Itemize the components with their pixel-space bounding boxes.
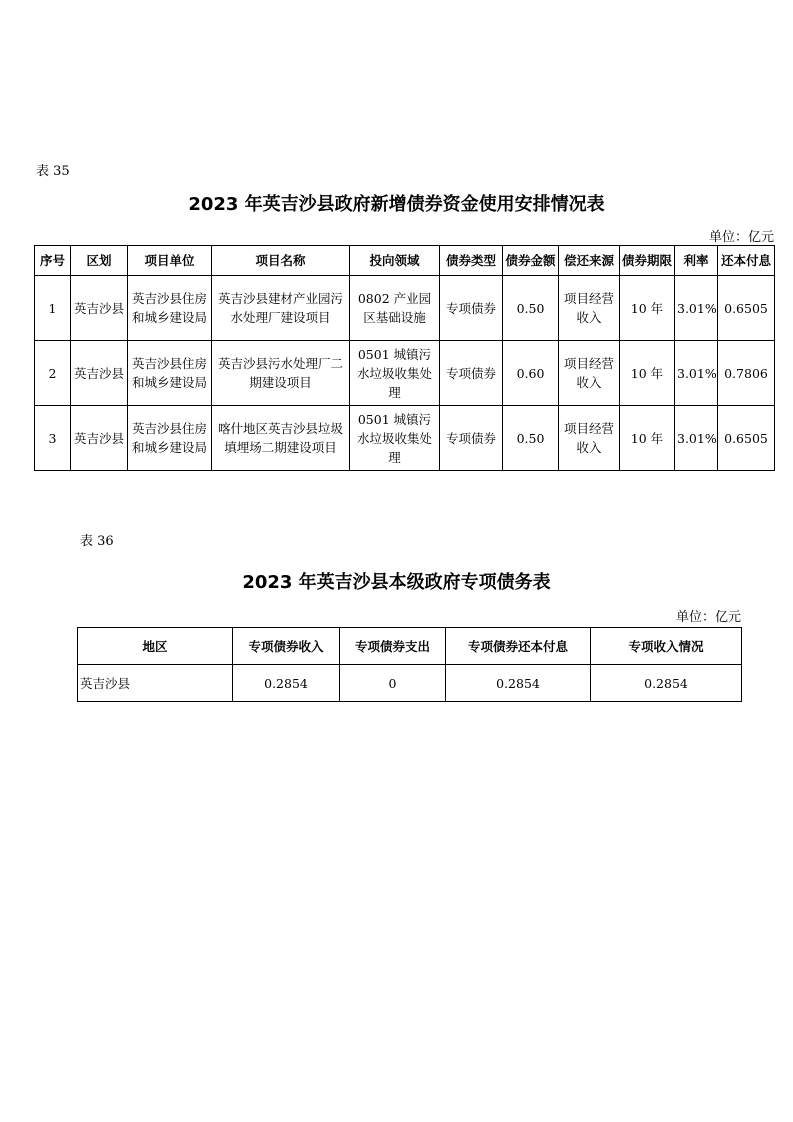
cell-type: 专项债券 <box>440 276 503 341</box>
col-header-income: 专项债券收入 <box>233 628 340 665</box>
cell-region: 英吉沙县 <box>71 406 128 471</box>
cell-project: 喀什地区英吉沙县垃圾填埋场二期建设项目 <box>212 406 350 471</box>
cell-region: 英吉沙县 <box>71 276 128 341</box>
col-header-unit: 项目单位 <box>128 246 212 276</box>
special-debt-table <box>77 627 742 702</box>
cell-income: 0.2854 <box>233 665 340 702</box>
cell-rate: 3.01% <box>675 406 718 471</box>
cell-field: 0501 城镇污水垃圾收集处理 <box>350 341 440 406</box>
table-row <box>35 406 775 471</box>
cell-region: 英吉沙县 <box>71 341 128 406</box>
cell-type: 专项债券 <box>440 341 503 406</box>
cell-source: 项目经营收入 <box>559 341 620 406</box>
col-header-revenue: 专项收入情况 <box>591 628 742 665</box>
cell-repay: 0.6505 <box>718 406 775 471</box>
col-header-expense: 专项债券支出 <box>340 628 446 665</box>
col-header-no: 序号 <box>35 246 71 276</box>
col-header-region: 区划 <box>71 246 128 276</box>
cell-field: 0501 城镇污水垃圾收集处理 <box>350 406 440 471</box>
col-header-type: 债券类型 <box>440 246 503 276</box>
col-header-repay: 还本付息 <box>718 246 775 276</box>
cell-amount: 0.50 <box>503 406 559 471</box>
col-header-repay: 专项债券还本付息 <box>446 628 591 665</box>
table-row <box>78 665 742 702</box>
table36-label: 表 36 <box>80 534 114 549</box>
cell-repay: 0.2854 <box>446 665 591 702</box>
table35-header-row <box>35 246 775 276</box>
cell-type: 专项债券 <box>440 406 503 471</box>
col-header-field: 投向领域 <box>350 246 440 276</box>
cell-repay: 0.6505 <box>718 276 775 341</box>
col-header-region: 地区 <box>78 628 233 665</box>
table-row <box>35 276 775 341</box>
cell-no: 3 <box>35 406 71 471</box>
cell-region: 英吉沙县 <box>78 665 233 702</box>
cell-project: 英吉沙县建材产业园污水处理厂建设项目 <box>212 276 350 341</box>
cell-source: 项目经营收入 <box>559 406 620 471</box>
col-header-project: 项目名称 <box>212 246 350 276</box>
cell-unit: 英吉沙县住房和城乡建设局 <box>128 406 212 471</box>
col-header-term: 债券期限 <box>620 246 675 276</box>
table36-title: 2023 年英吉沙县本级政府专项债务表 <box>242 572 551 593</box>
cell-term: 10 年 <box>620 276 675 341</box>
cell-unit: 英吉沙县住房和城乡建设局 <box>128 341 212 406</box>
cell-amount: 0.60 <box>503 341 559 406</box>
cell-term: 10 年 <box>620 406 675 471</box>
col-header-source: 偿还来源 <box>559 246 620 276</box>
table36-header-row <box>78 628 742 665</box>
cell-source: 项目经营收入 <box>559 276 620 341</box>
cell-amount: 0.50 <box>503 276 559 341</box>
cell-term: 10 年 <box>620 341 675 406</box>
cell-no: 2 <box>35 341 71 406</box>
cell-rate: 3.01% <box>675 341 718 406</box>
cell-unit: 英吉沙县住房和城乡建设局 <box>128 276 212 341</box>
cell-repay: 0.7806 <box>718 341 775 406</box>
cell-no: 1 <box>35 276 71 341</box>
cell-project: 英吉沙县污水处理厂二期建设项目 <box>212 341 350 406</box>
table35-label: 表 35 <box>36 164 70 179</box>
debt-allocation-table <box>34 245 775 471</box>
cell-revenue: 0.2854 <box>591 665 742 702</box>
table35-title: 2023 年英吉沙县政府新增债券资金使用安排情况表 <box>188 194 605 215</box>
cell-field: 0802 产业园区基础设施 <box>350 276 440 341</box>
col-header-amount: 债券金额 <box>503 246 559 276</box>
table35-unit: 单位：亿元 <box>708 230 774 245</box>
table-row <box>35 341 775 406</box>
col-header-rate: 利率 <box>675 246 718 276</box>
cell-rate: 3.01% <box>675 276 718 341</box>
table36-unit: 单位：亿元 <box>675 610 741 625</box>
cell-expense: 0 <box>340 665 446 702</box>
